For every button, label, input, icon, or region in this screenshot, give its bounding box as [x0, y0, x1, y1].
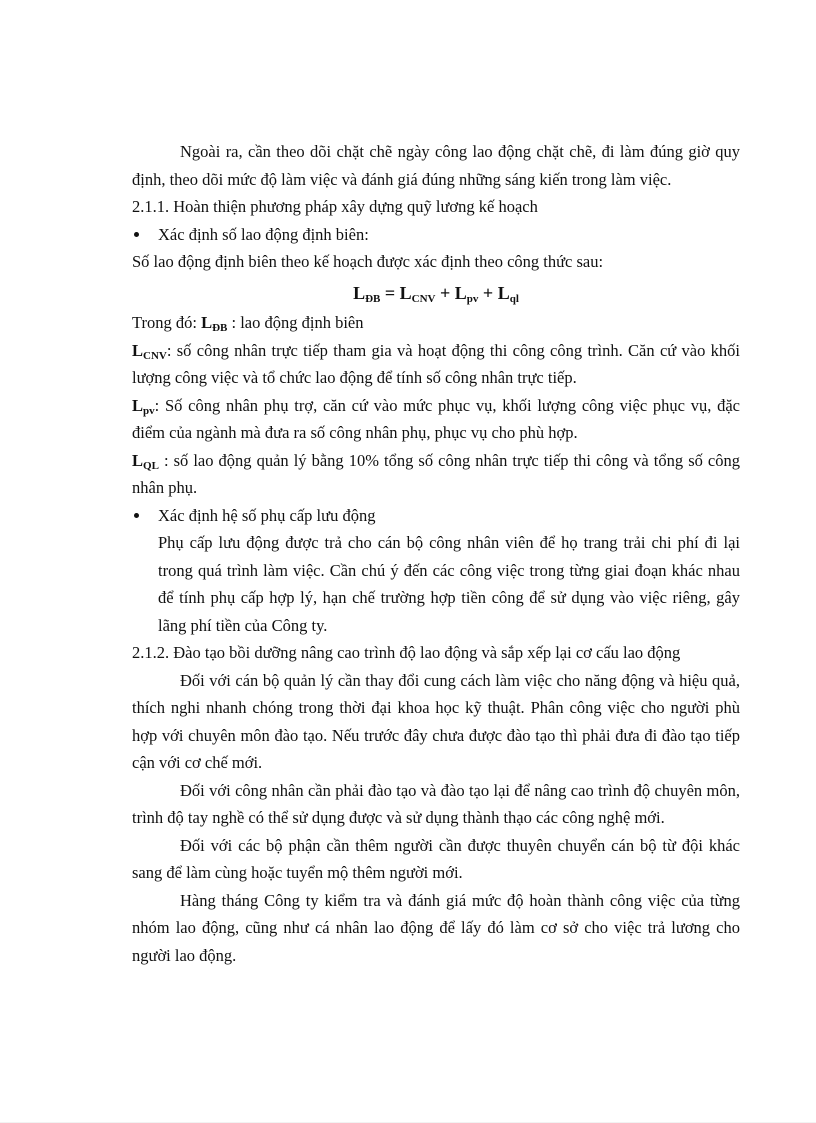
definition-ldb: Trong đó: $L_{ĐB}$ : lao động định biên — [132, 313, 364, 334]
bullet-label: Xác định hệ số phụ cấp lưu động — [158, 505, 376, 525]
section-top — [132, 138, 740, 276]
definition-lpv: $L_{pv}$: Số công nhân phụ trợ, căn cứ vào mức phục vụ, khối lượng công việc phục vụ, đặc điểm của ngành mà đưa ra số công nhân phụ, phục vụ cho phù hợp. — [132, 395, 740, 442]
bullet-2-paragraph: Phụ cấp lưu động được trả cho cán bộ công nhân viên để họ trang trải chi phí đi lại trong quá trình làm việc. Cần chú ý đến các công việc trong từng giai đoạn khác nhau để tính phụ cấp hợp lý, hạn chế trường hợp tiền công để sử dụng vào việc riêng, gây lãng phí tiền của Công ty. — [158, 533, 740, 635]
bullet-item-dinh-bien — [132, 221, 740, 249]
bullet-label: Xác định số lao động định biên: — [158, 224, 369, 244]
paragraph-hang-thang: Hàng tháng Công ty kiểm tra và đánh giá mức độ hoàn thành công việc của từng nhóm lao động, cũng như cá nhân lao động để lấy đó làm cơ sở cho việc trả lương cho người lao động. — [132, 890, 740, 965]
bullet-item-phu-cap — [132, 502, 740, 530]
section-definitions — [132, 309, 745, 969]
definition-lql: $L_{QL}$ : số lao động quản lý bằng 10% tổng số công nhân trực tiếp thi công và tổng số công nhân phụ. — [132, 450, 745, 497]
paragraph-can-bo: Đối với cán bộ quản lý cần thay đổi cung cách làm việc cho năng động và hiệu quả, thích nghi nhanh chóng trong thời đại khoa học kỹ thuật. Phân công việc cho người phù hợp với chuyên môn đào tạo. Nếu trước đây chưa được đào tạo thì phải đưa đi đào tạo tiếp cận với cơ chế mới. — [132, 670, 740, 772]
heading-2-1-1: 2.1.1. Hoàn thiện phương pháp xây dựng quỹ lương kế hoạch — [132, 197, 538, 216]
definition-lcnv: $L_{CNV}$: số công nhân trực tiếp tham gia và hoạt động thi công công trình. Căn cứ vào khối lượng công việc và tổ chức lao động để tính số công nhân trực tiếp. — [132, 340, 740, 387]
bullet-icon — [134, 232, 139, 237]
formula: $L_{ĐB} = L_{CNV} + L_{pv} + L_{ql}$ — [353, 283, 519, 305]
heading-2-1-2: 2.1.2. Đào tạo bồi dưỡng nâng cao trình độ lao động và sắp xếp lại cơ cấu lao động — [132, 643, 681, 662]
paragraph-cong-nhan: Đối với công nhân cần phải đào tạo và đào tạo lại để nâng cao trình độ chuyên môn, trình độ tay nghề có thể sử dụng được và sử dụng thành thạo các công nghệ mới. — [132, 780, 740, 827]
bullet-icon — [134, 513, 139, 518]
formula-intro: Số lao động định biên theo kế hoạch được xác định theo công thức sau: — [132, 252, 604, 271]
paragraph-intro: Ngoài ra, cần theo dõi chặt chẽ ngày công lao động chặt chẽ, đi làm đúng giờ quy định, theo dõi mức độ làm việc và đánh giá đúng những sáng kiến trong làm việc. — [132, 142, 740, 189]
paragraph-bo-phan: Đối với các bộ phận cần thêm người cần được thuyên chuyển cán bộ từ đội khác sang để làm cùng hoặc tuyển mộ thêm người mới. — [132, 835, 740, 882]
